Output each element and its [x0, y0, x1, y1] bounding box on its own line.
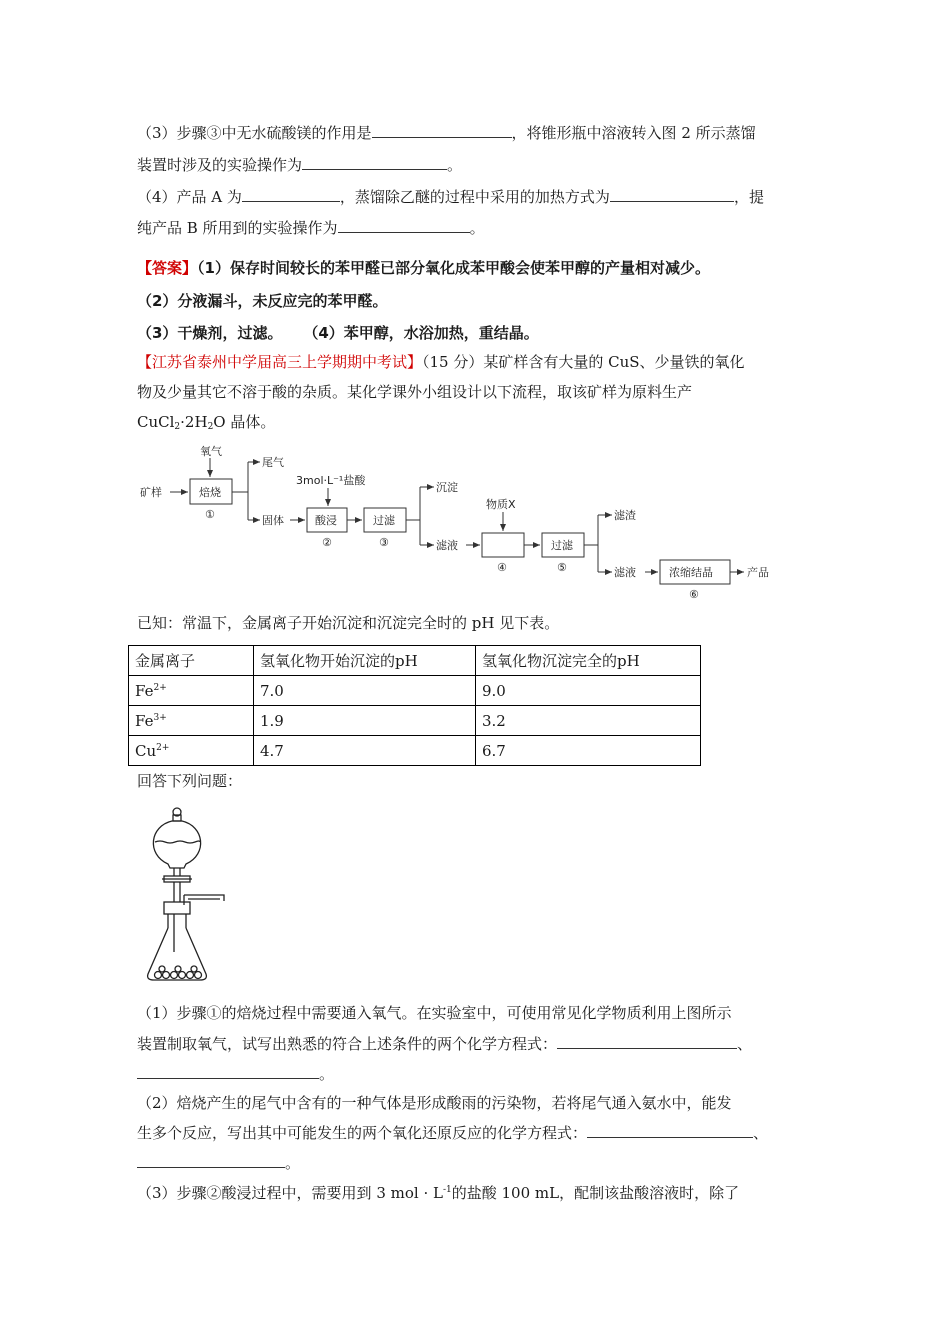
known-text: 已知：常温下，金属离子开始沉淀和沉淀完全时的 pH 见下表。	[137, 614, 560, 632]
flow-filter: 过滤	[551, 539, 573, 552]
blank-field[interactable]	[302, 155, 447, 170]
known-statement	[137, 613, 559, 633]
table-header: 金属离子	[129, 646, 254, 676]
q1-line1	[137, 1003, 732, 1023]
q3-prev-line2-text: 装置时涉及的实验操作为	[137, 156, 303, 174]
table-cell: 4.7	[254, 736, 476, 766]
ion-symbol: Fe	[135, 681, 154, 700]
flow-step6: ⑥	[689, 588, 699, 601]
table-cell-ion	[129, 706, 254, 736]
q3-prev-end: 。	[447, 156, 463, 174]
blank-field[interactable]	[372, 123, 512, 138]
blank-field[interactable]	[610, 187, 734, 202]
q4-prev-end: 。	[469, 219, 485, 237]
flow-tailgas: 尾气	[262, 456, 284, 469]
ion-symbol: Cu	[135, 741, 157, 760]
q2-line2	[137, 1123, 768, 1143]
q2-end: 。	[285, 1154, 301, 1172]
table-cell: 1.9	[254, 706, 476, 736]
flow-filter: 过滤	[373, 514, 395, 527]
formula-sub: 2	[174, 422, 181, 432]
table-cell-ion	[129, 676, 254, 706]
answer-2: （2）分液漏斗，未反应完的苯甲醛。	[137, 292, 388, 310]
answer-line1	[137, 258, 710, 278]
problem-source: 【江苏省泰州中学届高三上学期期中考试】	[137, 353, 423, 371]
q3-text-b: 的盐酸 100 mL，配制该盐酸溶液时，除了	[451, 1184, 740, 1202]
q1-end: 。	[319, 1065, 335, 1083]
flow-concentrate: 浓缩结晶	[669, 566, 713, 579]
formula-part: ·2H	[180, 413, 208, 431]
problem-line3	[137, 412, 275, 432]
flow-step2: ②	[322, 536, 332, 549]
table-cell: 7.0	[254, 676, 476, 706]
q1-text2: 装置制取氧气，试写出熟悉的符合上述条件的两个化学方程式：	[137, 1035, 558, 1053]
blank-field[interactable]	[587, 1123, 753, 1138]
blank-field[interactable]	[242, 187, 340, 202]
q1-line3	[137, 1064, 334, 1084]
formula-part: O 晶体。	[213, 413, 276, 431]
flow-precip: 沉淀	[436, 481, 458, 494]
table-cell: 9.0	[476, 676, 701, 706]
table-row	[129, 736, 701, 766]
blank-field[interactable]	[137, 1153, 285, 1168]
flow-oxygen: 氧气	[200, 445, 222, 458]
q4-prev-mid: ，蒸馏除乙醚的过程中采用的加热方式为	[339, 188, 610, 206]
answer-prompt-text: 回答下列问题：	[137, 772, 243, 790]
q3-text-a: （3）步骤②酸浸过程中，需要用到 3 mol · L	[137, 1184, 443, 1202]
q2-line3	[137, 1153, 300, 1173]
table-cell: 3.2	[476, 706, 701, 736]
q4-prev-end1: ，提	[733, 188, 764, 206]
flow-ore: 矿样	[140, 486, 162, 499]
flow-step3: ③	[379, 536, 389, 549]
flow-leach: 酸浸	[315, 514, 337, 527]
flow-substx: 物质X	[486, 498, 516, 511]
q3-line1	[137, 1183, 739, 1203]
flow-step1: ①	[205, 508, 215, 521]
answer-1: （1）保存时间较长的苯甲醛已部分氧化成苯甲酸会使苯甲醇的产量相对减少。	[197, 259, 710, 277]
flow-step4: ④	[497, 561, 507, 574]
answer-3: （3）干燥剂，过滤。 （4）苯甲醇，水浴加热，重结晶。	[137, 324, 539, 342]
q1-text1: （1）步骤①的焙烧过程中需要通入氧气。在实验室中，可使用常见化学物质利用上图所示	[137, 1004, 732, 1022]
q1-sep: 、	[737, 1035, 753, 1053]
formula-part: CuCl	[137, 413, 175, 431]
table-row	[129, 706, 701, 736]
q4-prev-line2-text: 纯产品 B 所用到的实验操作为	[137, 219, 338, 237]
answer-line2	[137, 291, 387, 311]
flow-filtrate: 滤液	[436, 539, 458, 552]
blank-field[interactable]	[557, 1034, 737, 1049]
answer-prompt	[137, 771, 242, 791]
q2-text2: 生多个反应，写出其中可能发生的两个氧化还原反应的化学方程式：	[137, 1124, 588, 1142]
blank-field[interactable]	[338, 218, 470, 233]
q3-prev-mid: ，将锥形瓶中溶液转入图 2 所示蒸馏	[511, 124, 756, 142]
q4-prev-prefix: （4）产品 A 为	[137, 188, 242, 206]
table-cell-ion	[129, 736, 254, 766]
process-flowchart	[0, 440, 950, 610]
ion-charge: 2+	[153, 682, 167, 693]
q2-sep: 、	[753, 1124, 769, 1142]
flow-filtrate: 滤液	[614, 566, 636, 579]
flow-residue: 滤渣	[614, 509, 636, 522]
flow-step5: ⑤	[557, 561, 567, 574]
ion-charge: 3+	[153, 712, 167, 723]
table-header-row	[129, 646, 701, 676]
q2-text1: （2）焙烧产生的尾气中含有的一种气体是形成酸雨的污染物，若将尾气通入氨水中，能发	[137, 1094, 732, 1112]
q1-line2	[137, 1034, 752, 1054]
q2-line1	[137, 1093, 732, 1113]
table-cell: 6.7	[476, 736, 701, 766]
table-header: 氢氧化物沉淀完全的pH	[476, 646, 701, 676]
ion-symbol: Fe	[135, 711, 154, 730]
answer-tag: 【答案】	[137, 259, 198, 277]
formula-sub: 2	[207, 422, 214, 432]
q4-prev-line2	[137, 218, 485, 238]
problem-line2	[137, 382, 692, 402]
blank-field[interactable]	[137, 1064, 319, 1079]
flow-product: 产品	[747, 566, 769, 579]
q4-prev-line1	[137, 187, 764, 207]
flow-hcl: 3mol·L⁻¹盐酸	[296, 474, 366, 487]
ph-table	[128, 645, 701, 766]
ion-charge: 2+	[156, 742, 170, 753]
flow-solid: 固体	[262, 514, 284, 527]
q3-prev-line2	[137, 155, 462, 175]
problem-intro2: 物及少量其它不溶于酸的杂质。某化学课外小组设计以下流程，取该矿样为原料生产	[137, 383, 693, 401]
answer-line3	[137, 323, 539, 343]
q3-prev-line1	[137, 123, 756, 143]
table-header: 氢氧化物开始沉淀的pH	[254, 646, 476, 676]
table-row	[129, 676, 701, 706]
flow-roast: 焙烧	[199, 486, 221, 499]
q3-sup: -1	[442, 1185, 452, 1195]
q3-prev-prefix: （3）步骤③中无水硫酸镁的作用是	[137, 124, 372, 142]
problem-line1	[137, 352, 745, 372]
problem-intro1: （15 分）某矿样含有大量的 CuS、少量铁的氧化	[422, 353, 745, 371]
gas-generator-apparatus-figure	[140, 802, 240, 992]
